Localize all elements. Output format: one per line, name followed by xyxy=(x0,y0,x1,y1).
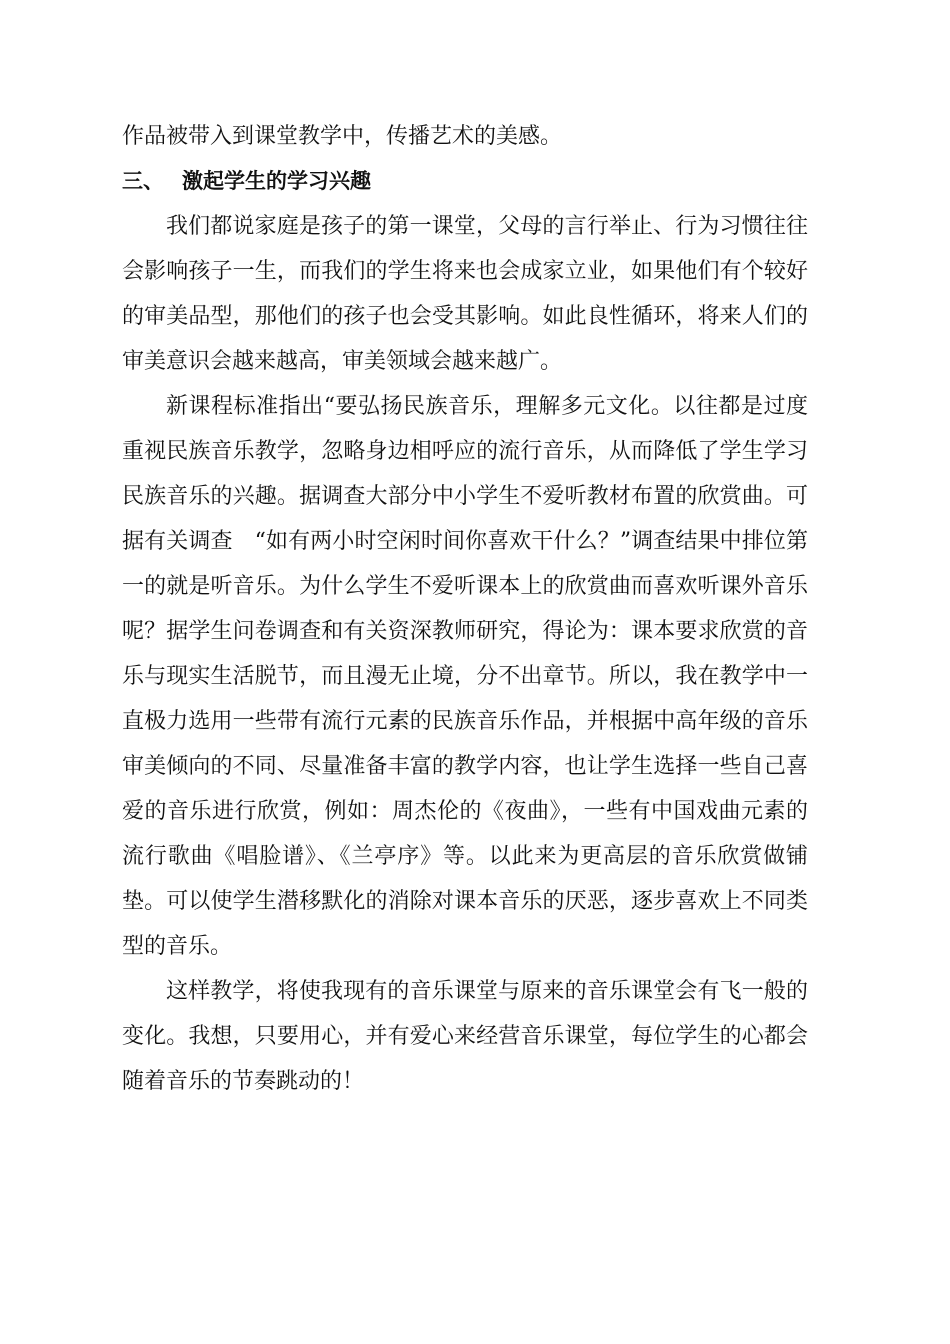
body-paragraph-1: 我们都说家庭是孩子的第一课堂，父母的言行举止、行为习惯往往会影响孩子一生，而我们的学生将来也会成家立业，如果他们有个较好的审美品型，那他们的孩子也会受其影响。如此良性循环，将来人们的审美意识会越来越高，审美领域会越来越广。 xyxy=(122,214,808,374)
section-title: 激起学生的学习兴趣 xyxy=(182,169,371,193)
continuation-paragraph: 作品被带入到课堂教学中，传播艺术的美感。 xyxy=(122,124,563,149)
body-paragraph-2: 新课程标准指出“要弘扬民族音乐，理解多元文化。以往都是过度重视民族音乐教学，忽略身边相呼应的流行音乐，从而降低了学生学习民族音乐的兴趣。据调查大部分中小学生不爱听教材布置的欣赏曲。可据有关调查 “如有两小时空闲时间你喜欢干什么？”调查结果中排位第一的就是听音乐。为什么学生不爱听课本上的欣赏曲而喜欢听课外音乐呢？据学生问卷调查和有关资深教师研究，得论为：课本要求欣赏的音乐与现实生活脱节，而且漫无止境，分不出章节。所以，我在教学中一直极力选用一些带有流行元素的民族音乐作品，并根据中高年级的音乐审美倾向的不同、尽量准备丰富的教学内容，也让学生选择一些自己喜爱的音乐进行欣赏，例如：周杰伦的《夜曲》，一些有中国戏曲元素的流行歌曲《唱脸谱》、《兰亭序》等。以此来为更高层的音乐欣赏做铺垫。可以使学生潜移默化的消除对课本音乐的厌恶，逐步喜欢上不同类型的音乐。 xyxy=(122,394,808,959)
document-body xyxy=(122,114,808,1104)
section-heading xyxy=(122,159,808,204)
body-paragraph-3: 这样教学，将使我现有的音乐课堂与原来的音乐课堂会有飞一般的变化。我想，只要用心，并有爱心来经营音乐课堂，每位学生的心都会随着音乐的节奏跳动的！ xyxy=(122,979,808,1094)
section-number: 三、 xyxy=(122,169,164,193)
